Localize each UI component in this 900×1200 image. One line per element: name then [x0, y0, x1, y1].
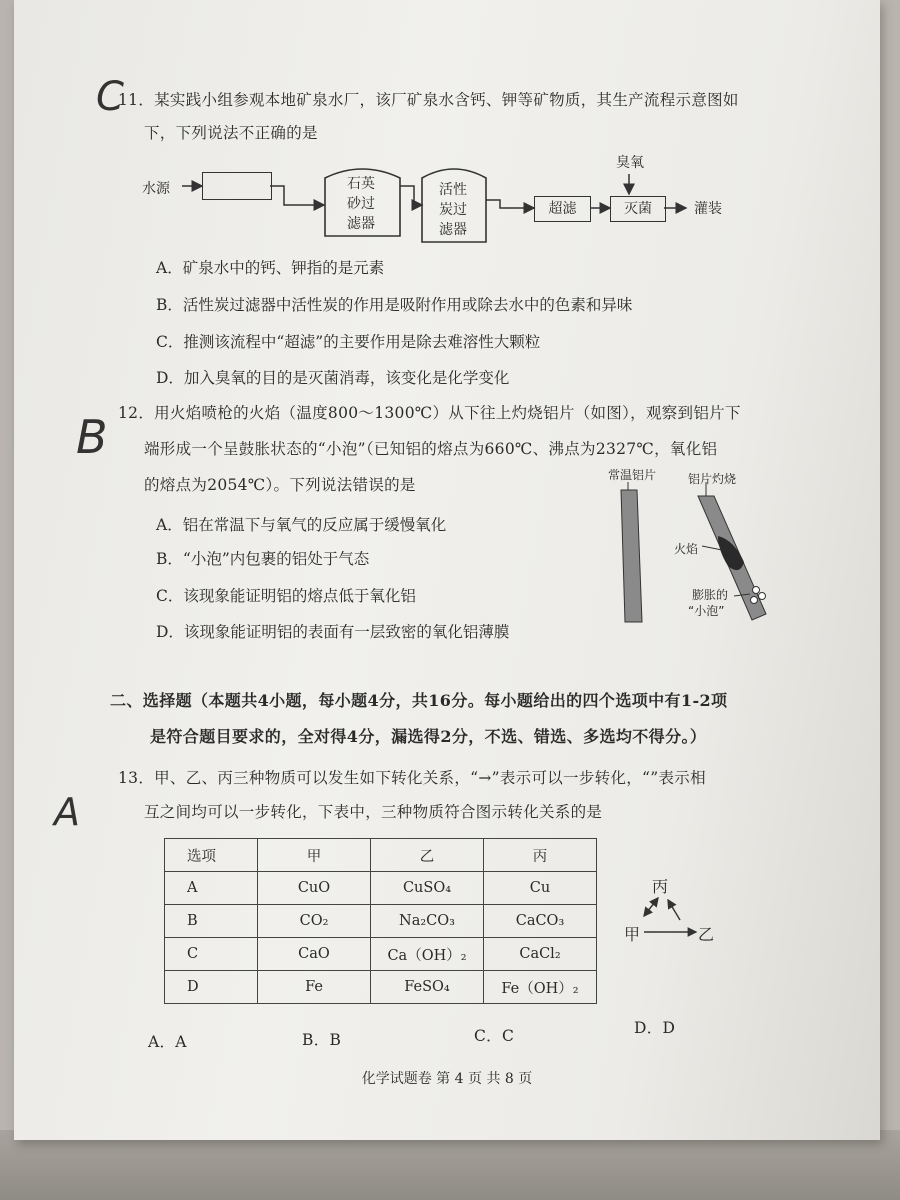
fig-bubble-label2: “小泡”: [688, 604, 725, 618]
table-row: [165, 905, 597, 938]
flow-carbon-label1: 活性: [439, 182, 467, 198]
flow-fill-label: 灌装: [694, 201, 722, 217]
page-footer: 化学试题卷 第 4 页 共 8 页: [361, 1071, 533, 1087]
q11-option-b: B．活性炭过滤器中活性炭的作用是吸附作用或除去水中的色素和异味: [156, 296, 633, 314]
table-header-cell: 甲: [258, 839, 371, 872]
flow-pretreat-box: [202, 172, 272, 200]
q12-option-b: B．“小泡”内包裹的铝处于气态: [156, 550, 370, 568]
table-header-row: [165, 839, 597, 872]
q13-answer-c: C．C: [474, 1027, 515, 1045]
flow-ultrafilter-box: 超滤: [534, 196, 591, 222]
q13-options-table: [164, 838, 597, 1004]
table-cell: Na₂CO₃: [371, 905, 484, 938]
q12-option-d: D．该现象能证明铝的表面有一层致密的氧化铝薄膜: [156, 623, 510, 641]
q13-answer-d: D．D: [634, 1019, 676, 1037]
section2-heading-line2: 是符合题目要求的，全对得4分，漏选得2分，不选、错选、多选均不得分。）: [150, 727, 707, 746]
flow-carbon-label3: 滤器: [439, 222, 467, 238]
q13-handwritten-answer: A: [54, 790, 80, 834]
table-cell: FeSO₄: [371, 971, 484, 1004]
fig-bubble-label1: 膨胀的: [692, 588, 729, 602]
q12-stem-line3: 的熔点为2054℃）。下列说法错误的是: [144, 476, 416, 494]
table-row: [165, 971, 597, 1004]
table-cell: Ca（OH）₂: [371, 938, 484, 971]
q12-handwritten-answer: B: [76, 410, 108, 464]
q13-stem-line1: 13．甲、乙、丙三种物质可以发生如下转化关系，“→”表示可以一步转化，“”表示相: [118, 769, 706, 787]
fig-burning-label: 铝片灼烧: [688, 472, 737, 486]
table-row: [165, 938, 597, 971]
q12-stem-line1: 12．用火焰喷枪的火焰（温度800～1300℃）从下往上灼烧铝片（如图），观察到铝片下: [118, 404, 741, 422]
flow-carbon-label2: 炭过: [439, 202, 467, 218]
q11-stem-line2: 下，下列说法不正确的是: [144, 124, 318, 142]
table-cell: CaCl₂: [484, 938, 597, 971]
desk-surface: [0, 1130, 900, 1200]
table-cell: Fe（OH）₂: [484, 971, 597, 1004]
q13-answer-a: A．A: [148, 1033, 187, 1051]
q12-option-c: C．该现象能证明铝的熔点低于氧化铝: [156, 587, 416, 605]
q13-stem-line2: 互之间均可以一步转化，下表中，三种物质符合图示转化关系的是: [144, 803, 603, 821]
diagram-node-jia: 甲: [624, 925, 641, 944]
table-cell: D: [165, 971, 258, 1004]
table-cell: C: [165, 938, 258, 971]
section2-heading-line1: 二、选择题（本题共4小题，每小题4分，共16分。每小题给出的四个选项中有1-2项: [110, 691, 728, 710]
table-cell: CaO: [258, 938, 371, 971]
table-row: [165, 872, 597, 905]
flow-quartz-label2: 砂过: [347, 196, 375, 212]
table-cell: Cu: [484, 872, 597, 905]
diagram-arrows: [614, 880, 724, 950]
fig-flame-label: 火焰: [674, 542, 699, 556]
table-cell: A: [165, 872, 258, 905]
table-cell: CO₂: [258, 905, 371, 938]
table-cell: B: [165, 905, 258, 938]
fig-room-temp-label: 常温铝片: [608, 468, 657, 482]
diagram-node-yi: 乙: [698, 925, 715, 944]
flow-ozone-label: 臭氧: [616, 155, 644, 171]
exam-page: [14, 0, 880, 1140]
diagram-node-bing: 丙: [652, 877, 669, 896]
flow-quartz-label3: 滤器: [347, 216, 375, 232]
q11-stem-line1: 11．某实践小组参观本地矿泉水厂，该厂矿泉水含钙、钾等矿物质，其生产流程示意图如: [118, 91, 739, 109]
q11-option-d: D．加入臭氧的目的是灭菌消毒，该变化是化学变化: [156, 369, 510, 387]
table-cell: CaCO₃: [484, 905, 597, 938]
q12-stem-line2: 端形成一个呈鼓胀状态的“小泡”（已知铝的熔点为660℃、沸点为2327℃，氧化铝: [144, 440, 718, 458]
table-cell: CuO: [258, 872, 371, 905]
flow-quartz-label1: 石英: [347, 176, 375, 192]
q12-option-a: A．铝在常温下与氧气的反应属于缓慢氧化: [156, 516, 447, 534]
fig-aluminum-strips: [594, 480, 774, 640]
q11-option-c: C．推测该流程中“超滤”的主要作用是除去难溶性大颗粒: [156, 333, 541, 351]
table-header-cell: 丙: [484, 839, 597, 872]
table-header-cell: 选项: [165, 839, 258, 872]
table-header-cell: 乙: [371, 839, 484, 872]
q13-answer-b: B．B: [302, 1031, 342, 1049]
flow-sterilize-box: 灭菌: [610, 196, 666, 222]
flow-water-source: 水源: [142, 181, 170, 197]
table-cell: CuSO₄: [371, 872, 484, 905]
q11-option-a: A．矿泉水中的钙、钾指的是元素: [156, 259, 385, 277]
table-cell: Fe: [258, 971, 371, 1004]
q11-handwritten-answer: C: [96, 74, 124, 120]
